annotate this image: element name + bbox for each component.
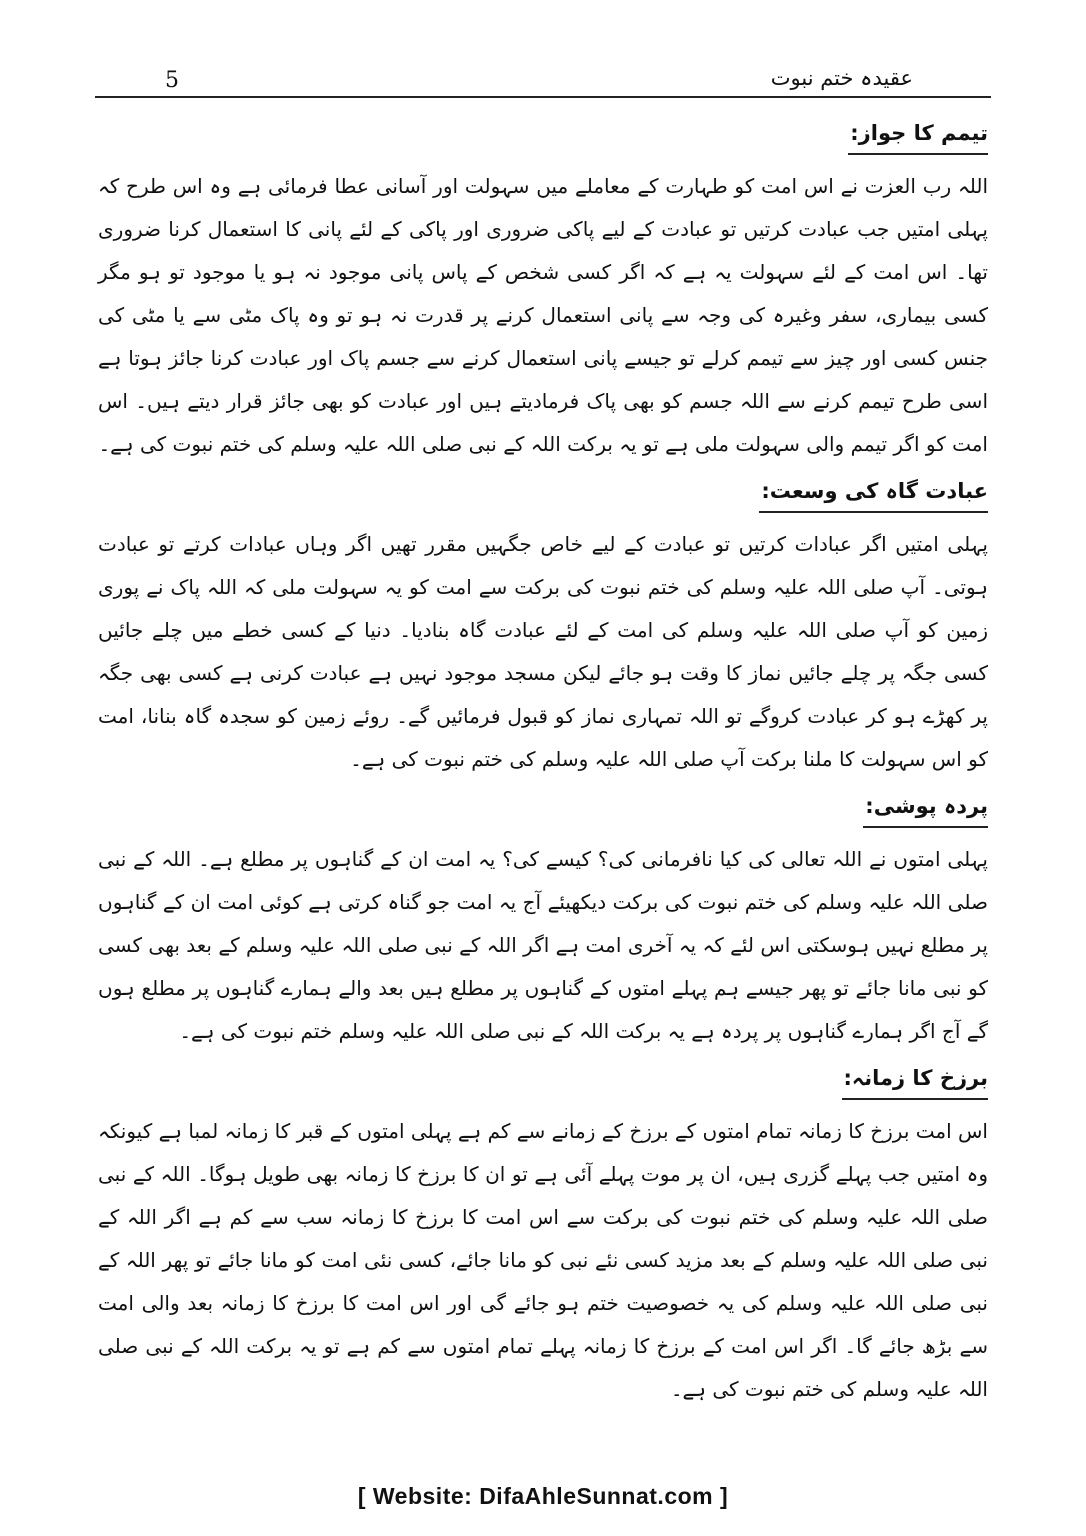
section-place-of-worship [98, 474, 988, 781]
section-heading: عبادت گاہ کی وسعت: [759, 474, 988, 513]
section-concealment [98, 789, 988, 1053]
section-tayammum [98, 116, 988, 466]
section-paragraph: پہلی امتیں اگر عبادات کرتیں تو عبادت کے لیے خاص جگہیں مقرر تھیں اگر وہاں عبادات کرتے تو عبادت ہوتی۔ آپ صلی اللہ علیہ وسلم کی ختم نبوت کی برکت سے امت کو یہ سہولت ملی کہ اللہ پاک نے پوری زمین کو آپ صلی اللہ علیہ وسلم کی امت کے لئے عبادت گاہ بنادیا۔ دنیا کے کسی خطے میں چلے جائیں کسی جگہ پر چلے جائیں نماز کا وقت ہو جائے لیکن مسجد موجود نہیں ہے عبادت کرنی ہے کسی بھی جگہ پر کھڑے ہو کر عبادت کروگے تو اللہ تمہاری نماز کو قبول فرمائیں گے۔ روئے زمین کو سجدہ گاہ بنانا، امت کو اس سہولت کا ملنا برکت آپ صلی اللہ علیہ وسلم کی ختم نبوت کی ہے۔ [98, 532, 988, 771]
section-heading: برزخ کا زمانہ: [842, 1061, 988, 1100]
section-barzakh [98, 1061, 988, 1411]
section-paragraph: اللہ رب العزت نے اس امت کو طہارت کے معاملے میں سہولت اور آسانی عطا فرمائی ہے وہ اس طرح کہ پہلی امتیں جب عبادت کرتیں تو عبادت کے لیے پاکی ضروری اور پاکی کے لئے پانی کا استعمال کرنا ضروری تھا۔ اس امت کے لئے سہولت یہ ہے کہ اگر کسی شخص کے پاس پانی موجود نہ ہو یا موجود تو ہو مگر کسی بیماری، سفر وغیرہ کی وجہ سے پانی استعمال کرنے پر قدرت نہ ہو تو وہ پاک مٹی سے یا مٹی کی جنس کسی اور چیز سے تیمم کرلے تو جیسے پانی استعمال کرنے سے جسم پاک اور عبادت کرنا جائز ہوتا ہے اسی طرح تیمم کرنے سے اللہ جسم کو بھی پاک فرمادیتے ہیں اور عبادت کو بھی جائز قرار دیتے ہیں۔ اس امت کو اگر تیمم والی سہولت ملی ہے تو یہ برکت اللہ کے نبی صلی اللہ علیہ وسلم کی ختم نبوت کی ہے۔ [98, 174, 988, 456]
page-content [98, 116, 988, 1419]
section-heading: تیمم کا جواز: [848, 116, 988, 155]
page-header [95, 62, 991, 98]
book-title: عقیدہ ختم نبوت [770, 66, 913, 90]
page-number: 5 [165, 68, 179, 93]
section-paragraph: پہلی امتوں نے اللہ تعالی کی کیا نافرمانی کی؟ کیسے کی؟ یہ امت ان کے گناہوں پر مطلع ہے۔ اللہ کے نبی صلی اللہ علیہ وسلم کی ختم نبوت کی برکت دیکھیئے آج یہ امت جو گناہ کرتی ہے کوئی امت ان کے گناہوں پر مطلع نہیں ہوسکتی اس لئے کہ یہ آخری امت ہے اگر اللہ کے نبی صلی اللہ علیہ وسلم کے بعد بھی کسی کو نبی مانا جائے تو پھر جیسے ہم پہلے امتوں کے گناہوں پر مطلع ہیں بعد والے ہمارے گناہوں پر مطلع ہوں گے آج اگر ہمارے گناہوں پر پردہ ہے یہ برکت اللہ کے نبی صلی اللہ علیہ وسلم ختم نبوت کی ہے۔ [98, 847, 988, 1043]
section-paragraph: اس امت برزخ کا زمانہ تمام امتوں کے برزخ کے زمانے سے کم ہے پہلی امتوں کے قبر کا زمانہ لمبا ہے کیونکہ وہ امتیں جب پہلے گزری ہیں، ان پر موت پہلے آئی ہے تو ان کا برزخ کا زمانہ بھی طویل ہوگا۔ اللہ کے نبی صلی اللہ علیہ وسلم کی ختم نبوت کی برکت سے اس امت کا برزخ کا زمانہ سب سے کم ہے اگر اللہ کے نبی صلی اللہ علیہ وسلم کے بعد مزید کسی نئے نبی کو مانا جائے، کسی نئی امت کو مانا جائے تو پھر اللہ کے نبی صلی اللہ علیہ وسلم کی یہ خصوصیت ختم ہو جائے گی اور اس امت کا برزخ کا زمانہ بعد والی امت سے بڑھ جائے گا۔ اگر اس امت کے برزخ کا زمانہ پہلے تمام امتوں سے کم ہے تو یہ برکت اللہ کے نبی صلی اللہ علیہ وسلم کی ختم نبوت کی ہے۔ [98, 1119, 988, 1401]
section-heading: پردہ پوشی: [863, 789, 988, 828]
website-footer: [ Website: DifaAhleSunnat.com ] [357, 1483, 729, 1509]
